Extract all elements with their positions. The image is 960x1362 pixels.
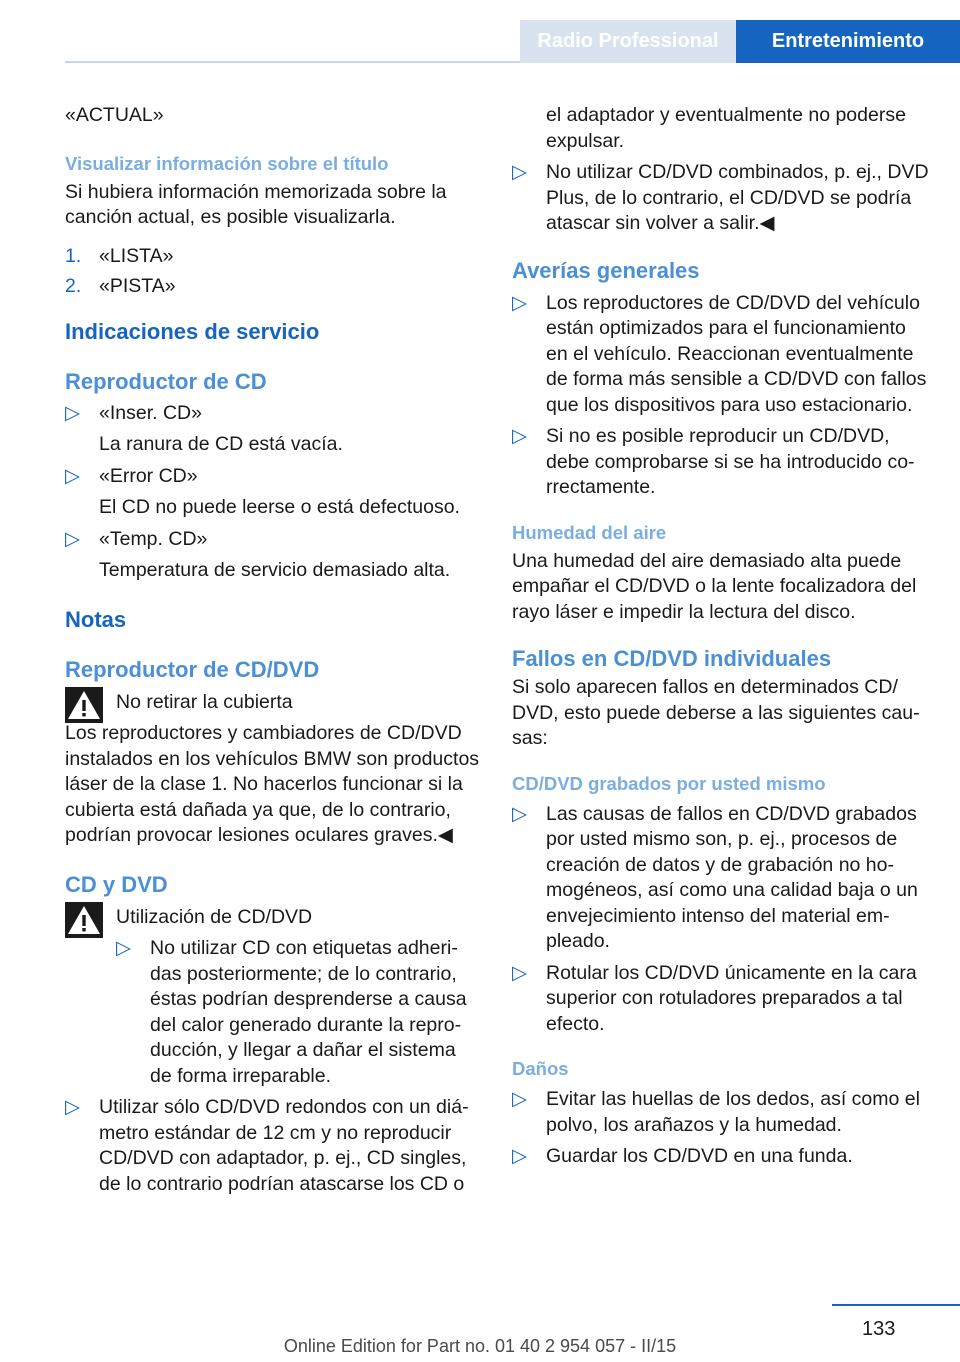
humidity-text: Una humedad del aire demasiado alta puede empañar el CD/DVD o la lente focalizadora del rayo láser e impedir la lectura del disco. (512, 549, 917, 623)
warning-block (65, 905, 480, 1090)
list-item-description: Temperatura de servicio demasiado alta. (99, 559, 451, 581)
cd-player-heading: Reproductor de CD (65, 368, 267, 394)
individual-faults-heading: Fallos en CD/DVD individuales (512, 646, 832, 671)
header-chapter-tab: Entretenimiento (736, 20, 960, 63)
numbered-item (65, 244, 480, 270)
faults-heading: Averías generales (512, 257, 700, 283)
warning-triangle-icon (65, 902, 103, 938)
item-number: 2. (65, 275, 82, 297)
warning-block (65, 690, 480, 849)
list-item-label: «Error CD» (99, 464, 198, 487)
triangle-right-icon: ▷ (512, 291, 527, 314)
triangle-right-icon: ▷ (512, 161, 527, 183)
list-item (512, 802, 932, 955)
warning-triangle-icon (65, 687, 103, 723)
triangle-right-icon: ▷ (512, 1088, 527, 1110)
humidity-heading: Humedad del aire (512, 521, 667, 543)
service-heading: Indicaciones de servicio (65, 318, 320, 344)
list-item-label: «Inser. CD» (99, 401, 202, 424)
footer-edition: Online Edition for Part no. 01 40 2 954 057 - II/15 (283, 1336, 677, 1356)
cd-dvd-heading: CD y DVD (65, 871, 168, 897)
list-item-description: El CD no puede leerse o está defectuoso. (99, 496, 460, 518)
list-item-text: Si no es posible reproducir un CD/DVD, debe comprobarse si se ha introducido correctamente. (546, 425, 915, 498)
list-item (65, 527, 480, 584)
damage-heading: Daños (512, 1058, 569, 1079)
triangle-right-icon: ▷ (65, 1096, 80, 1118)
list-item (512, 961, 932, 1038)
triangle-right-icon: ▷ (65, 464, 80, 487)
triangle-right-icon: ▷ (116, 937, 131, 959)
list-item (512, 1144, 932, 1170)
list-item (512, 160, 932, 237)
header-section-tab: Radio Professional (520, 20, 736, 63)
numbered-item-text: «PISTA» (99, 275, 176, 297)
list-item (512, 424, 932, 501)
list-item (65, 464, 480, 521)
numbered-item-text: «LISTA» (99, 244, 174, 267)
list-item (65, 1095, 480, 1197)
warning-title: Utilización de CD/DVD (116, 905, 313, 928)
list-item-text: Rotular los CD/DVD únicamente en la cara superior con rotuladores preparados a tal efecto. (546, 961, 917, 1035)
page-number: 133 (862, 1318, 896, 1340)
list-item-description: La ranura de CD está vacía. (99, 433, 343, 455)
triangle-right-icon: ▷ (512, 961, 527, 984)
info-heading: Visualizar información sobre el título (65, 152, 389, 174)
list-item-text: No utilizar CD/DVD combinados, p. ej., DVD Plus, de lo contrario, el CD/DVD se podría atascar sin volver a salir.◀ (546, 161, 929, 234)
triangle-right-icon: ▷ (65, 527, 80, 550)
recorded-heading: CD/DVD grabados por usted mismo (512, 772, 826, 794)
numbered-item (65, 274, 480, 300)
continued-text: el adaptador y eventualmente no poderse expulsar. (546, 104, 906, 152)
notes-heading: Notas (65, 606, 127, 632)
list-item (116, 936, 480, 1089)
individual-faults-text: Si solo aparecen fallos en determinados CD/ DVD, esto puede deberse a las siguientes causas: (512, 676, 920, 749)
triangle-right-icon: ▷ (512, 1145, 527, 1167)
triangle-right-icon: ▷ (65, 401, 80, 424)
triangle-right-icon: ▷ (512, 802, 527, 825)
list-item-text: Evitar las huellas de los dedos, así como el polvo, los arañazos y la humedad. (546, 1088, 920, 1136)
triangle-right-icon: ▷ (512, 425, 527, 447)
list-item-text: Los reproductores de CD/DVD del vehículo están optimizados para el funcionamiento en el vehículo. Reaccionan eventualmente de forma más sensible a CD/DVD con fallos que los dispositivos para uso estacionario. (546, 291, 927, 416)
list-item-text: No utilizar CD con etiquetas adheridas posteriormente; de lo contrario, éstas podrían desprenderse a causa del calor generado durante la reproducción, y llegar a dañar el sistema de forma irreparable. (150, 937, 467, 1087)
footer-rule (832, 1304, 960, 1306)
item-number: 1. (65, 244, 82, 267)
cddvd-player-heading: Reproductor de CD/DVD (65, 656, 320, 682)
list-item-text: Las causas de fallos en CD/DVD grabados por usted mismo son, p. ej., procesos de creación de datos y de grabación no homogéneos, así como una calidad baja o un envejecimiento intenso del material empleado. (546, 802, 918, 952)
list-item-text: Utilizar sólo CD/DVD redondos con un diámetro estándar de 12 cm y no reproducir CD/DVD con adaptador, p. ej., CD singles, de lo contrario podrían atascarse los CD o (99, 1096, 469, 1195)
list-item (512, 1087, 932, 1138)
warning-text: Los reproductores y cambiadores de CD/DVD instalados en los vehículos BMW son productos láser de la clase 1. No hacerlos funcionar si la cubierta está dañada ya que, de lo contrario, podrían provocar lesiones oculares graves.◀ (65, 722, 480, 846)
right-column (512, 103, 932, 1170)
warning-title: No retirar la cubierta (116, 690, 293, 713)
actual-label: «ACTUAL» (65, 104, 164, 126)
list-item (512, 291, 932, 419)
list-item (65, 401, 480, 458)
info-text: Si hubiera información memorizada sobre la canción actual, es posible visualizarla. (65, 180, 447, 228)
list-item-label: «Temp. CD» (99, 527, 208, 550)
list-item-text: Guardar los CD/DVD en una funda. (546, 1145, 853, 1167)
left-column (65, 103, 480, 1197)
